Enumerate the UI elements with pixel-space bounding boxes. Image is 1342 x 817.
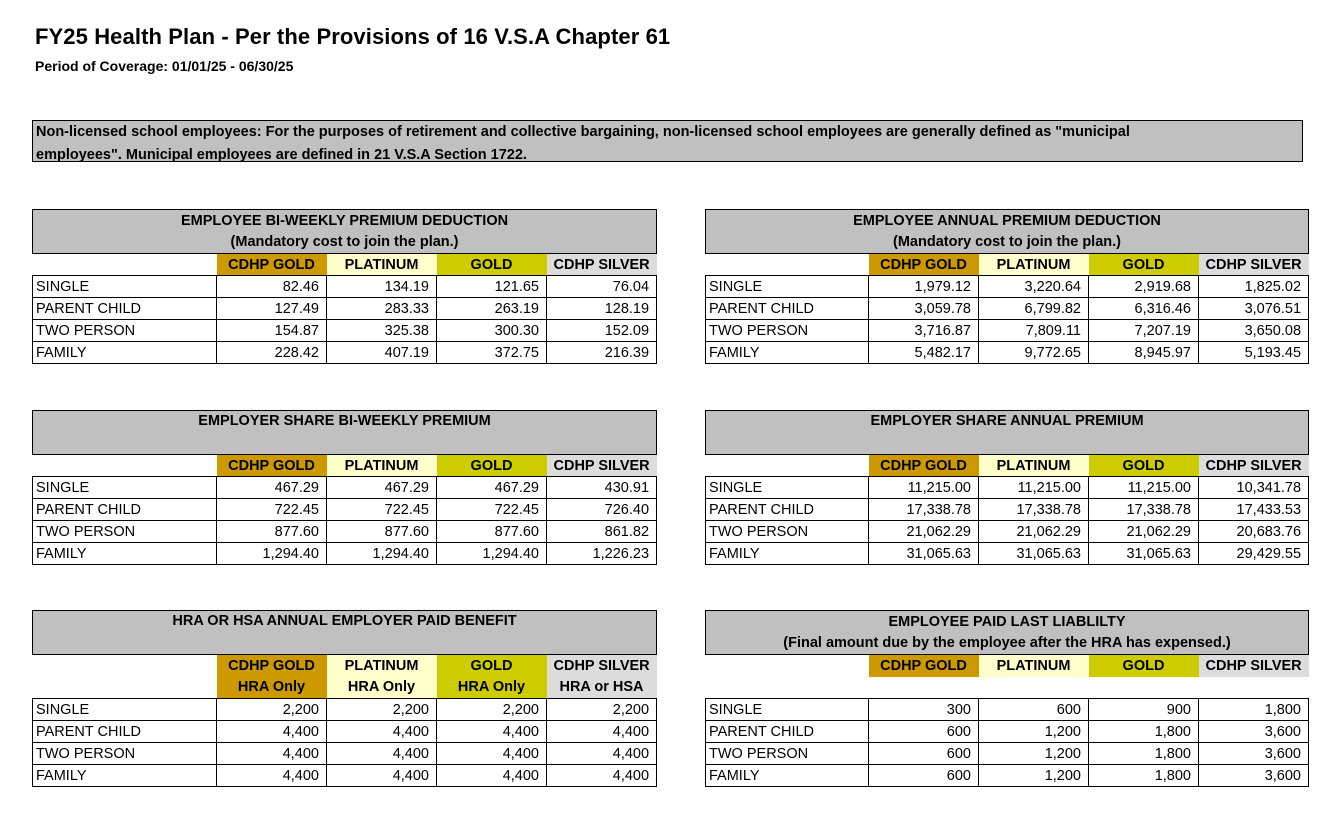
cell-cdhp-gold: 228.42 [217, 342, 327, 364]
column-header-gold: GOLD [1089, 455, 1199, 477]
table-row [33, 298, 657, 320]
cell-cdhp-gold: 722.45 [217, 499, 327, 521]
table-row [706, 298, 1309, 320]
column-header-gold: GOLD [1089, 254, 1199, 276]
cell-cdhp-silver: 216.39 [547, 342, 657, 364]
cell-cdhp-silver: 4,400 [547, 721, 657, 743]
data-table [32, 209, 657, 364]
cell-cdhp-silver: 4,400 [547, 765, 657, 787]
row-label: PARENT CHILD [706, 298, 869, 320]
column-header-platinum: PLATINUM [327, 254, 437, 276]
cell-platinum: 877.60 [327, 521, 437, 543]
page-title: FY25 Health Plan - Per the Provisions of 16 V.S.A Chapter 61 [35, 24, 671, 49]
cell-platinum: 17,338.78 [979, 499, 1089, 521]
cell-gold: 31,065.63 [1089, 543, 1199, 565]
column-header-cdhp-silver: CDHP SILVER [547, 455, 657, 477]
blank-cell [33, 677, 217, 699]
row-label: SINGLE [33, 276, 217, 298]
column-subheader-cdhp-gold: HRA Only [217, 677, 327, 699]
table-row [706, 765, 1309, 787]
cell-gold: 2,200 [437, 699, 547, 721]
cell-cdhp-silver: 17,433.53 [1199, 499, 1309, 521]
cell-platinum: 4,400 [327, 765, 437, 787]
table-subtitle: (Final amount due by the employee after the HRA has expensed.) [706, 633, 1309, 655]
column-subheader-gold: HRA Only [437, 677, 547, 699]
cell-cdhp-gold: 82.46 [217, 276, 327, 298]
row-label: SINGLE [706, 699, 869, 721]
cell-cdhp-silver: 3,600 [1199, 743, 1309, 765]
row-label: SINGLE [33, 477, 217, 499]
cell-cdhp-gold: 17,338.78 [869, 499, 979, 521]
blank-cell [706, 254, 869, 276]
data-table [705, 410, 1309, 565]
column-header-cdhp-silver: CDHP SILVER [1199, 655, 1309, 677]
table-subtitle: (Mandatory cost to join the plan.) [706, 232, 1309, 254]
table-row [706, 276, 1309, 298]
cell-cdhp-gold: 3,716.87 [869, 320, 979, 342]
blank-cell [706, 655, 869, 677]
cell-platinum: 1,200 [979, 721, 1089, 743]
data-table [705, 610, 1309, 787]
cell-cdhp-gold: 5,482.17 [869, 342, 979, 364]
cell-gold: 7,207.19 [1089, 320, 1199, 342]
column-header-gold: GOLD [437, 655, 547, 677]
blank-cell [33, 455, 217, 477]
notice-box [32, 120, 1303, 162]
cell-platinum: 722.45 [327, 499, 437, 521]
cell-platinum: 7,809.11 [979, 320, 1089, 342]
cell-cdhp-gold: 31,065.63 [869, 543, 979, 565]
column-header-cdhp-silver: CDHP SILVER [547, 655, 657, 677]
cell-platinum: 9,772.65 [979, 342, 1089, 364]
column-subheader-platinum: HRA Only [327, 677, 437, 699]
cell-gold: 17,338.78 [1089, 499, 1199, 521]
column-header-cdhp-silver: CDHP SILVER [1199, 254, 1309, 276]
row-label: FAMILY [33, 342, 217, 364]
cell-cdhp-silver: 2,200 [547, 699, 657, 721]
table-row [706, 342, 1309, 364]
cell-cdhp-silver: 1,825.02 [1199, 276, 1309, 298]
cell-cdhp-gold: 877.60 [217, 521, 327, 543]
table-row [33, 320, 657, 342]
row-label: PARENT CHILD [33, 298, 217, 320]
table-title: HRA OR HSA ANNUAL EMPLOYER PAID BENEFIT [33, 611, 657, 633]
cell-gold: 1,800 [1089, 765, 1199, 787]
cell-cdhp-silver: 3,650.08 [1199, 320, 1309, 342]
cell-platinum: 4,400 [327, 743, 437, 765]
data-table [32, 410, 657, 565]
table-row [33, 342, 657, 364]
cell-gold: 8,945.97 [1089, 342, 1199, 364]
cell-platinum: 21,062.29 [979, 521, 1089, 543]
cell-cdhp-silver: 76.04 [547, 276, 657, 298]
cell-platinum: 31,065.63 [979, 543, 1089, 565]
table-row [706, 699, 1309, 721]
cell-cdhp-silver: 152.09 [547, 320, 657, 342]
cell-cdhp-silver: 3,600 [1199, 721, 1309, 743]
row-label: FAMILY [706, 543, 869, 565]
column-subheader-cdhp-silver: HRA or HSA [547, 677, 657, 699]
row-label: TWO PERSON [706, 320, 869, 342]
row-label: PARENT CHILD [33, 721, 217, 743]
cell-cdhp-silver: 3,076.51 [1199, 298, 1309, 320]
cell-cdhp-silver: 4,400 [547, 743, 657, 765]
table-row [706, 499, 1309, 521]
table-title: EMPLOYEE ANNUAL PREMIUM DEDUCTION [706, 210, 1309, 232]
table-header-spacer [33, 433, 657, 455]
cell-gold: 467.29 [437, 477, 547, 499]
row-label: TWO PERSON [706, 521, 869, 543]
cell-cdhp-silver: 726.40 [547, 499, 657, 521]
cell-cdhp-gold: 4,400 [217, 765, 327, 787]
cell-platinum: 600 [979, 699, 1089, 721]
table-row [33, 499, 657, 521]
row-label: FAMILY [706, 765, 869, 787]
cell-platinum: 325.38 [327, 320, 437, 342]
table-row [33, 543, 657, 565]
table-row [706, 721, 1309, 743]
column-header-cdhp-silver: CDHP SILVER [1199, 455, 1309, 477]
row-label: TWO PERSON [33, 743, 217, 765]
cell-gold: 6,316.46 [1089, 298, 1199, 320]
cell-gold: 4,400 [437, 721, 547, 743]
column-header-cdhp-silver: CDHP SILVER [547, 254, 657, 276]
column-header-gold: GOLD [437, 254, 547, 276]
cell-cdhp-silver: 128.19 [547, 298, 657, 320]
spacer-row [706, 677, 1309, 699]
table-row [33, 721, 657, 743]
row-label: PARENT CHILD [33, 499, 217, 521]
column-header-platinum: PLATINUM [327, 455, 437, 477]
cell-cdhp-silver: 430.91 [547, 477, 657, 499]
row-label: FAMILY [706, 342, 869, 364]
blank-cell [33, 655, 217, 677]
table-row [706, 521, 1309, 543]
cell-gold: 2,919.68 [1089, 276, 1199, 298]
row-label: TWO PERSON [33, 320, 217, 342]
cell-gold: 4,400 [437, 765, 547, 787]
column-header-cdhp-gold: CDHP GOLD [869, 455, 979, 477]
cell-cdhp-gold: 154.87 [217, 320, 327, 342]
column-header-gold: GOLD [437, 455, 547, 477]
row-label: TWO PERSON [33, 521, 217, 543]
table-title: EMPLOYER SHARE ANNUAL PREMIUM [706, 411, 1309, 433]
row-label: TWO PERSON [706, 743, 869, 765]
column-header-cdhp-gold: CDHP GOLD [869, 655, 979, 677]
cell-platinum: 1,200 [979, 765, 1089, 787]
table-title: EMPLOYEE PAID LAST LIABLILTY [706, 611, 1309, 633]
cell-platinum: 4,400 [327, 721, 437, 743]
row-label: FAMILY [33, 765, 217, 787]
cell-cdhp-gold: 3,059.78 [869, 298, 979, 320]
table-subtitle: (Mandatory cost to join the plan.) [33, 232, 657, 254]
cell-cdhp-gold: 600 [869, 721, 979, 743]
cell-gold: 1,800 [1089, 743, 1199, 765]
table-row [706, 320, 1309, 342]
cell-platinum: 2,200 [327, 699, 437, 721]
cell-cdhp-silver: 1,226.23 [547, 543, 657, 565]
column-header-cdhp-gold: CDHP GOLD [217, 455, 327, 477]
cell-cdhp-gold: 600 [869, 765, 979, 787]
notice-line-1: Non-licensed school employees: For the purposes of retirement and collective bargaining, non-licensed school employees are generally defined as "municipal [36, 124, 1130, 140]
cell-platinum: 407.19 [327, 342, 437, 364]
cell-platinum: 134.19 [327, 276, 437, 298]
cell-gold: 372.75 [437, 342, 547, 364]
row-label: SINGLE [706, 477, 869, 499]
cell-cdhp-silver: 3,600 [1199, 765, 1309, 787]
table-header-spacer [706, 433, 1309, 455]
cell-gold: 21,062.29 [1089, 521, 1199, 543]
cell-platinum: 6,799.82 [979, 298, 1089, 320]
cell-cdhp-silver: 20,683.76 [1199, 521, 1309, 543]
cell-cdhp-silver: 1,800 [1199, 699, 1309, 721]
table-row [33, 521, 657, 543]
column-header-cdhp-gold: CDHP GOLD [869, 254, 979, 276]
cell-platinum: 1,200 [979, 743, 1089, 765]
cell-gold: 300.30 [437, 320, 547, 342]
cell-gold: 1,800 [1089, 721, 1199, 743]
column-header-platinum: PLATINUM [979, 655, 1089, 677]
cell-cdhp-gold: 4,400 [217, 721, 327, 743]
row-label: FAMILY [33, 543, 217, 565]
row-label: SINGLE [33, 699, 217, 721]
table-row [33, 477, 657, 499]
cell-platinum: 467.29 [327, 477, 437, 499]
cell-cdhp-gold: 11,215.00 [869, 477, 979, 499]
cell-platinum: 11,215.00 [979, 477, 1089, 499]
cell-platinum: 1,294.40 [327, 543, 437, 565]
table-row [33, 276, 657, 298]
data-table [705, 209, 1309, 364]
cell-gold: 4,400 [437, 743, 547, 765]
row-label: PARENT CHILD [706, 721, 869, 743]
data-table [32, 610, 657, 787]
cell-cdhp-gold: 2,200 [217, 699, 327, 721]
period-of-coverage: Period of Coverage: 01/01/25 - 06/30/25 [35, 58, 294, 74]
cell-cdhp-gold: 127.49 [217, 298, 327, 320]
cell-cdhp-gold: 600 [869, 743, 979, 765]
cell-gold: 11,215.00 [1089, 477, 1199, 499]
table-title: EMPLOYEE BI-WEEKLY PREMIUM DEDUCTION [33, 210, 657, 232]
column-header-cdhp-gold: CDHP GOLD [217, 655, 327, 677]
cell-cdhp-gold: 21,062.29 [869, 521, 979, 543]
cell-cdhp-gold: 300 [869, 699, 979, 721]
table-header-spacer [33, 633, 657, 655]
table-row [706, 743, 1309, 765]
cell-gold: 722.45 [437, 499, 547, 521]
table-row [33, 743, 657, 765]
table-row [33, 699, 657, 721]
cell-cdhp-gold: 4,400 [217, 743, 327, 765]
cell-cdhp-gold: 1,979.12 [869, 276, 979, 298]
table-row [706, 543, 1309, 565]
cell-cdhp-silver: 10,341.78 [1199, 477, 1309, 499]
cell-cdhp-gold: 1,294.40 [217, 543, 327, 565]
cell-gold: 900 [1089, 699, 1199, 721]
cell-gold: 877.60 [437, 521, 547, 543]
cell-platinum: 3,220.64 [979, 276, 1089, 298]
blank-cell [706, 455, 869, 477]
table-row [706, 477, 1309, 499]
column-header-platinum: PLATINUM [979, 254, 1089, 276]
cell-gold: 1,294.40 [437, 543, 547, 565]
notice-line-2: employees". Municipal employees are defined in 21 V.S.A Section 1722. [36, 147, 527, 163]
column-header-gold: GOLD [1089, 655, 1199, 677]
cell-platinum: 283.33 [327, 298, 437, 320]
blank-cell [33, 254, 217, 276]
table-title: EMPLOYER SHARE BI-WEEKLY PREMIUM [33, 411, 657, 433]
column-header-cdhp-gold: CDHP GOLD [217, 254, 327, 276]
row-label: SINGLE [706, 276, 869, 298]
cell-gold: 121.65 [437, 276, 547, 298]
cell-cdhp-gold: 467.29 [217, 477, 327, 499]
cell-gold: 263.19 [437, 298, 547, 320]
column-header-platinum: PLATINUM [979, 455, 1089, 477]
table-row [33, 765, 657, 787]
cell-cdhp-silver: 5,193.45 [1199, 342, 1309, 364]
column-header-platinum: PLATINUM [327, 655, 437, 677]
cell-cdhp-silver: 29,429.55 [1199, 543, 1309, 565]
row-label: PARENT CHILD [706, 499, 869, 521]
cell-cdhp-silver: 861.82 [547, 521, 657, 543]
